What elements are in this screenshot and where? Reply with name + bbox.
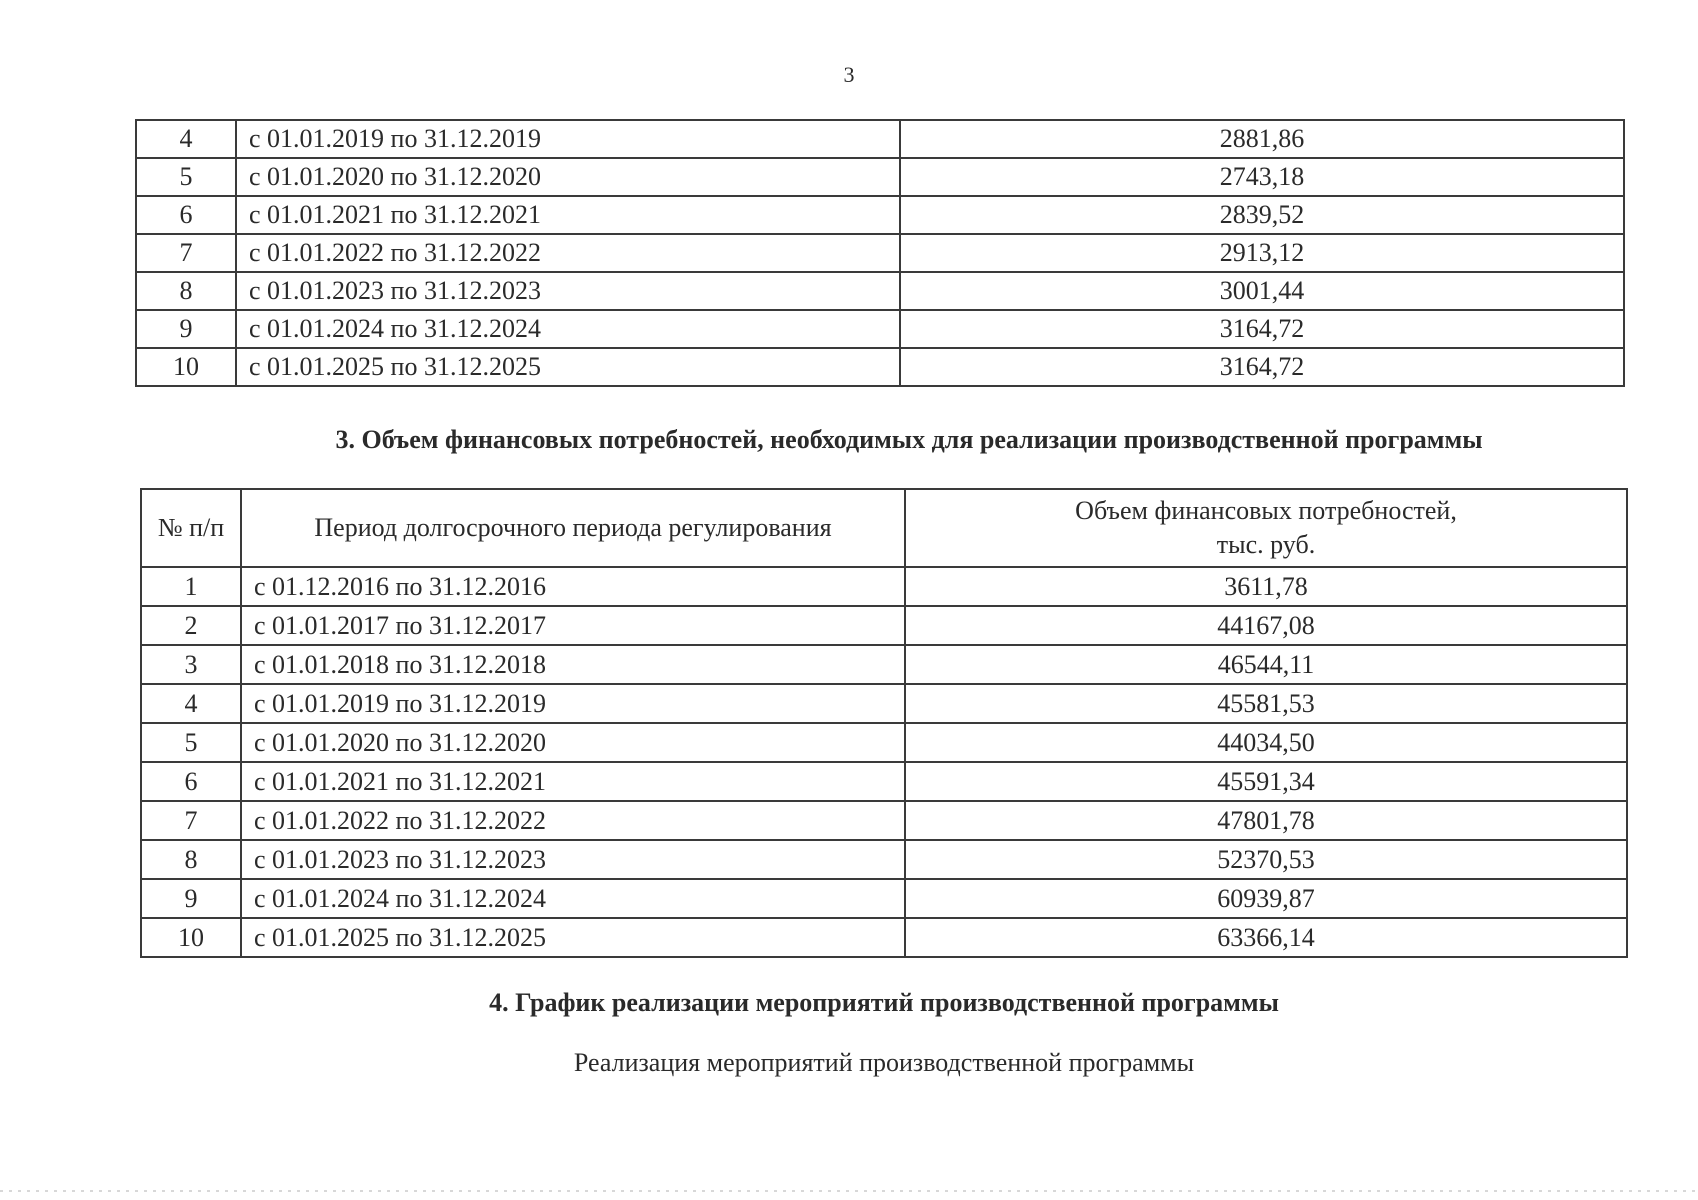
cell-num: 5	[136, 158, 236, 196]
header-period: Период долгосрочного периода регулирования	[241, 489, 905, 567]
table-row	[141, 684, 1627, 723]
cell-num: 8	[136, 272, 236, 310]
cell-period: с 01.01.2021 по 31.12.2021	[241, 762, 905, 801]
cell-period: с 01.01.2023 по 31.12.2023	[241, 840, 905, 879]
cell-value: 44167,08	[905, 606, 1627, 645]
cell-num: 4	[136, 120, 236, 158]
table-row	[141, 801, 1627, 840]
cell-num: 8	[141, 840, 241, 879]
cell-value: 45581,53	[905, 684, 1627, 723]
section-4-heading: 4. График реализации мероприятий производственной программы	[489, 988, 1279, 1017]
table-row	[141, 645, 1627, 684]
cell-num: 7	[141, 801, 241, 840]
header-value	[905, 489, 1627, 567]
cell-period: с 01.01.2020 по 31.12.2020	[236, 158, 900, 196]
table-row	[141, 723, 1627, 762]
table-row	[136, 120, 1624, 158]
header-value-line1: Объем финансовых потребностей,	[1075, 496, 1457, 525]
cell-value: 52370,53	[905, 840, 1627, 879]
cell-value: 44034,50	[905, 723, 1627, 762]
cell-num: 2	[141, 606, 241, 645]
header-value-line2: тыс. руб.	[1216, 530, 1316, 559]
cell-period: с 01.01.2024 по 31.12.2024	[236, 310, 900, 348]
cell-period: с 01.01.2024 по 31.12.2024	[241, 879, 905, 918]
cell-value: 63366,14	[905, 918, 1627, 957]
cell-value: 2881,86	[900, 120, 1624, 158]
cell-period: с 01.01.2020 по 31.12.2020	[241, 723, 905, 762]
table-row	[136, 196, 1624, 234]
cell-num: 4	[141, 684, 241, 723]
table-row	[136, 158, 1624, 196]
header-num: № п/п	[141, 489, 241, 567]
cell-value: 3611,78	[905, 567, 1627, 606]
table-row	[141, 567, 1627, 606]
cell-num: 10	[141, 918, 241, 957]
page-number: 3	[843, 62, 855, 87]
table-row	[136, 310, 1624, 348]
table-header-row	[141, 489, 1627, 567]
cell-value: 3164,72	[900, 348, 1624, 386]
cell-period: с 01.01.2022 по 31.12.2022	[241, 801, 905, 840]
cell-value: 45591,34	[905, 762, 1627, 801]
cell-period: с 01.01.2022 по 31.12.2022	[236, 234, 900, 272]
cell-value: 2913,12	[900, 234, 1624, 272]
table-row	[141, 762, 1627, 801]
table-row	[141, 918, 1627, 957]
cell-num: 1	[141, 567, 241, 606]
cell-num: 6	[136, 196, 236, 234]
cell-period: с 01.12.2016 по 31.12.2016	[241, 567, 905, 606]
cell-num: 9	[136, 310, 236, 348]
table-row	[141, 840, 1627, 879]
section-4-subtitle: Реализация мероприятий производственной программы	[573, 1048, 1195, 1077]
cell-period: с 01.01.2025 по 31.12.2025	[236, 348, 900, 386]
cell-num: 7	[136, 234, 236, 272]
table-1-continued	[135, 119, 1625, 387]
table-row	[136, 348, 1624, 386]
scan-artifact-line	[0, 1190, 1698, 1192]
cell-num: 10	[136, 348, 236, 386]
cell-period: с 01.01.2023 по 31.12.2023	[236, 272, 900, 310]
cell-period: с 01.01.2018 по 31.12.2018	[241, 645, 905, 684]
cell-period: с 01.01.2021 по 31.12.2021	[236, 196, 900, 234]
cell-value: 60939,87	[905, 879, 1627, 918]
section-3-heading: 3. Объем финансовых потребностей, необходимых для реализации производственной программы	[335, 425, 1483, 454]
financial-needs-table	[140, 488, 1628, 958]
cell-num: 5	[141, 723, 241, 762]
table-row	[136, 272, 1624, 310]
table-row	[141, 606, 1627, 645]
cell-num: 9	[141, 879, 241, 918]
cell-period: с 01.01.2019 по 31.12.2019	[236, 120, 900, 158]
table-row	[136, 234, 1624, 272]
cell-value: 2839,52	[900, 196, 1624, 234]
cell-value: 46544,11	[905, 645, 1627, 684]
cell-period: с 01.01.2017 по 31.12.2017	[241, 606, 905, 645]
table-row	[141, 879, 1627, 918]
cell-period: с 01.01.2019 по 31.12.2019	[241, 684, 905, 723]
cell-num: 3	[141, 645, 241, 684]
cell-num: 6	[141, 762, 241, 801]
cell-period: с 01.01.2025 по 31.12.2025	[241, 918, 905, 957]
cell-value: 3001,44	[900, 272, 1624, 310]
cell-value: 2743,18	[900, 158, 1624, 196]
cell-value: 47801,78	[905, 801, 1627, 840]
cell-value: 3164,72	[900, 310, 1624, 348]
